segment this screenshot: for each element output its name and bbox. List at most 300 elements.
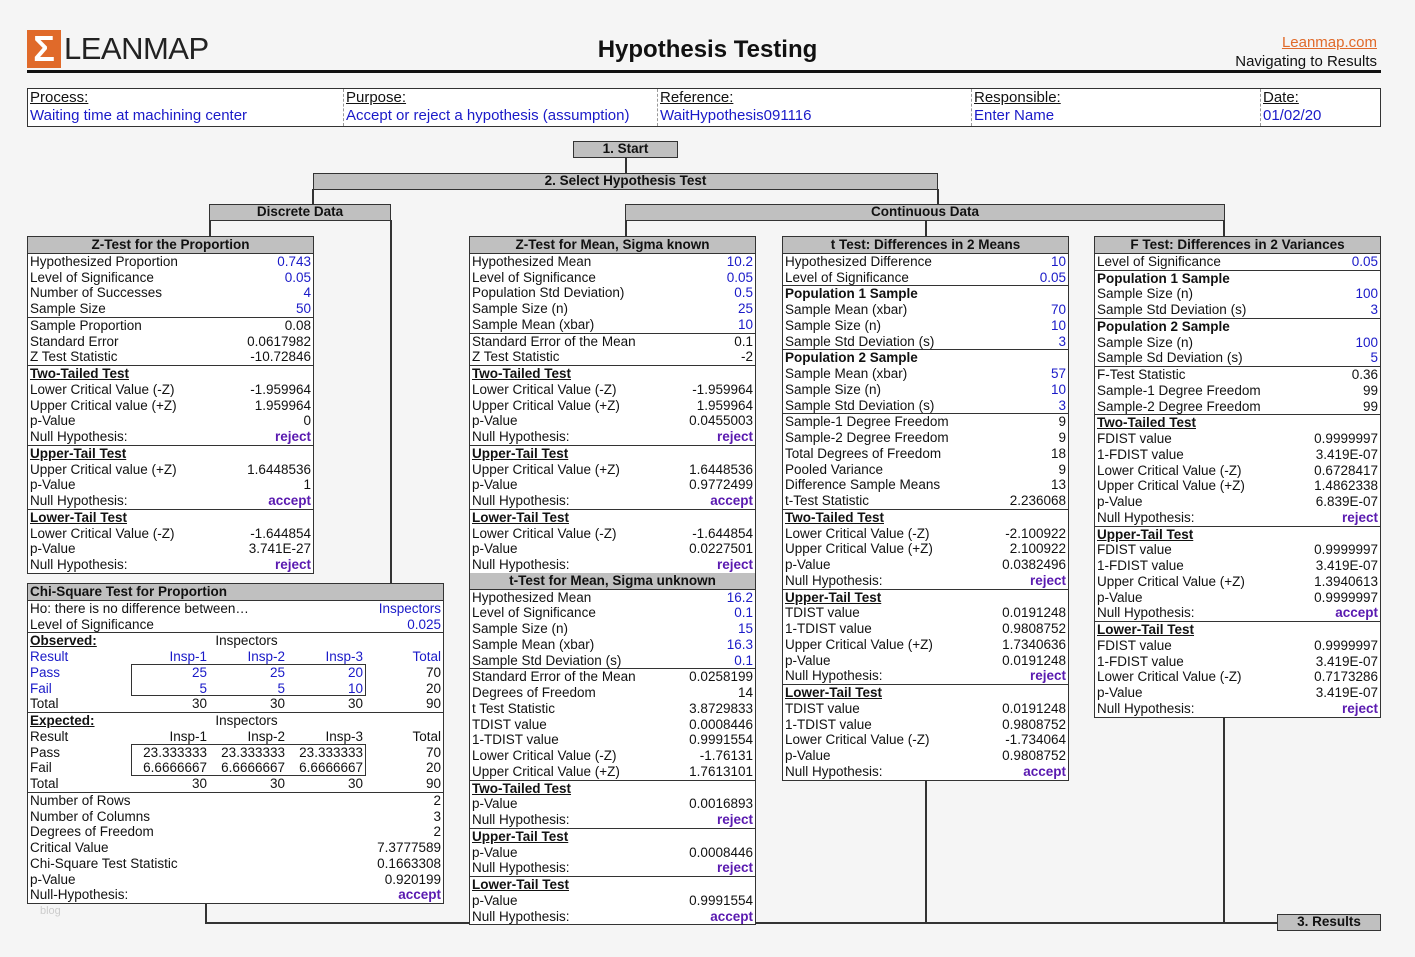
table-row <box>1095 447 1380 463</box>
table-row <box>470 732 755 748</box>
table-row <box>783 717 1068 733</box>
section-title: Lower-Tail Test <box>472 509 570 525</box>
column-header: Result <box>30 649 69 664</box>
row-value[interactable]: 0.743 <box>277 253 311 269</box>
row-label: Null Hypothesis: <box>1097 605 1195 621</box>
table-section <box>470 668 755 779</box>
row-label: Null Hypothesis: <box>1097 509 1195 525</box>
cell[interactable]: 25 <box>191 664 207 680</box>
null-hypothesis-result: reject <box>716 860 753 876</box>
row-label: Hypothesized Difference <box>785 253 932 269</box>
row-value: 0.920199 <box>384 871 441 887</box>
row-value: 0.0455003 <box>689 413 753 429</box>
table-row <box>470 860 755 876</box>
table-row <box>783 477 1068 493</box>
table-row <box>470 796 755 812</box>
row-value[interactable]: 10 <box>737 316 753 332</box>
row-value[interactable]: 16.3 <box>726 636 753 652</box>
table-row <box>1095 383 1380 399</box>
row-label: Sample Mean (xbar) <box>785 366 908 381</box>
input-box-outline <box>131 664 366 696</box>
row-label: Sample Std Deviation (s) <box>785 333 935 349</box>
table-row <box>28 856 443 872</box>
table-row <box>28 776 443 792</box>
table-row <box>1095 574 1380 590</box>
null-hypothesis-result: reject <box>1341 700 1378 716</box>
row-label: Degrees of Freedom <box>30 824 154 840</box>
table-section <box>28 365 313 445</box>
cell: 30 <box>191 776 207 791</box>
cell: Pass <box>30 744 61 760</box>
info-process[interactable] <box>28 89 344 126</box>
table-row <box>783 270 1068 286</box>
group-label: Inspectors <box>215 633 278 649</box>
row-value: 0.1 <box>734 333 753 349</box>
row-label: Upper Critical value (+Z) <box>30 461 177 477</box>
row-value[interactable]: 3 <box>1058 333 1066 349</box>
null-hypothesis-result: accept <box>710 908 753 924</box>
column-header: Insp-3 <box>325 728 363 744</box>
table-title: Z-Test for Mean, Sigma known <box>470 237 755 254</box>
logo-text: LEANMAP <box>64 31 209 66</box>
row-value[interactable]: 57 <box>1050 366 1066 381</box>
table-section <box>783 684 1068 780</box>
row-value: 0.0382496 <box>1002 557 1066 572</box>
row-value: 0.9808752 <box>1002 621 1066 636</box>
row-value[interactable]: 70 <box>1050 302 1066 317</box>
row-value[interactable]: 10 <box>1050 253 1066 269</box>
row-value: -10.72846 <box>250 349 311 365</box>
row-value[interactable]: 10 <box>1050 317 1066 333</box>
row-label: Sample Size (n) <box>785 381 882 397</box>
row-label: Upper Critical Value (+Z) <box>1097 478 1245 494</box>
row-value[interactable]: 3 <box>1058 397 1066 413</box>
row-label: Lower Critical Value (-Z) <box>30 525 175 541</box>
table-row <box>28 887 443 903</box>
cell[interactable]: 25 <box>269 664 285 680</box>
null-hypothesis-result: reject <box>274 557 311 572</box>
row-label: Sample Size (n) <box>1097 334 1194 350</box>
row-label: Total Degrees of Freedom <box>785 445 942 461</box>
row-label: p-Value <box>30 413 76 429</box>
table-row <box>783 382 1068 398</box>
row-label: Null Hypothesis: <box>785 572 883 588</box>
info-value[interactable]: Enter Name <box>974 107 1055 124</box>
table-section <box>470 876 755 924</box>
row-label: Sample Mean (xbar) <box>472 316 595 332</box>
null-hypothesis-result: accept <box>1023 763 1066 779</box>
section-title: Two-Tailed Test <box>472 780 572 796</box>
row-value: -2.100922 <box>1005 525 1066 541</box>
info-date[interactable] <box>1261 89 1380 126</box>
info-label: Responsible: <box>974 89 1061 106</box>
row-value[interactable]: 16.2 <box>726 589 753 605</box>
continuous-data-box[interactable]: Continuous Data <box>625 204 1225 221</box>
row-label: FDIST value <box>1097 542 1172 558</box>
section-header <box>783 685 1068 701</box>
cell: 23.333333 <box>221 744 285 760</box>
row-label: 1-TDIST value <box>472 732 559 748</box>
row-label: p-Value <box>785 748 831 763</box>
info-value[interactable]: Accept or reject a hypothesis (assumption) <box>346 107 630 124</box>
table-row <box>28 840 443 856</box>
row-value: 3.8729833 <box>689 700 753 716</box>
row-label: Level of Significance <box>785 269 909 285</box>
row-label: Upper Critical Value (+Z) <box>785 636 933 652</box>
row-label: Level of Significance <box>30 616 154 632</box>
table-row <box>1095 399 1380 415</box>
row-label: Number of Successes <box>30 285 163 301</box>
row-value[interactable]: 100 <box>1355 334 1378 350</box>
row-value[interactable]: 0.1 <box>734 605 753 621</box>
cell[interactable]: 10 <box>347 680 363 696</box>
table-row <box>783 446 1068 462</box>
expected-section <box>28 712 443 792</box>
table-row <box>470 285 755 301</box>
row-value[interactable]: 10 <box>1050 381 1066 397</box>
table-section <box>783 254 1068 286</box>
table-row <box>470 270 755 286</box>
table-row <box>470 701 755 717</box>
table-row <box>1095 335 1380 351</box>
row-value: 1.7340636 <box>1002 636 1066 652</box>
table-row <box>783 398 1068 414</box>
section-title: Population 1 Sample <box>1097 270 1230 286</box>
row-label: Number of Columns <box>30 808 151 824</box>
row-label: p-Value <box>30 477 76 493</box>
row-value: 0.0191248 <box>1002 700 1066 716</box>
row-value: 1.6448536 <box>247 461 311 477</box>
row-value[interactable]: 50 <box>295 301 311 316</box>
connector-line <box>925 772 927 923</box>
row-value: 1.6448536 <box>689 461 753 477</box>
row-value: 0.9772499 <box>689 477 753 493</box>
row-value: 2 <box>433 824 441 840</box>
row-label: Null Hypothesis: <box>1097 700 1195 716</box>
row-value: -2 <box>740 349 753 365</box>
row-value: 3.741E-27 <box>248 541 311 557</box>
cell: 70 <box>425 664 441 680</box>
row-label: p-Value <box>472 413 518 429</box>
table-section <box>470 445 755 509</box>
row-value: 0.9999997 <box>1314 589 1378 605</box>
table-row <box>28 349 313 365</box>
row-label: Number of Rows <box>30 792 131 808</box>
cell[interactable]: 20 <box>347 664 363 680</box>
table-section <box>1095 621 1380 717</box>
table-row <box>1095 510 1380 526</box>
row-value: 2 <box>433 792 441 808</box>
table-row <box>1095 254 1380 270</box>
row-label: TDIST value <box>785 605 860 621</box>
table-title: t-Test for Mean, Sigma unknown <box>470 573 755 590</box>
cell: Total <box>30 776 59 791</box>
table-section <box>470 254 755 333</box>
info-reference[interactable] <box>658 89 972 126</box>
table-row <box>470 382 755 398</box>
table-row <box>783 668 1068 684</box>
row-label: p-Value <box>472 892 518 908</box>
row-label: p-Value <box>785 652 831 668</box>
row-label: Hypothesized Mean <box>472 589 592 605</box>
row-label: Null Hypothesis: <box>30 557 128 572</box>
table-row <box>28 398 313 414</box>
row-label: 1-FDIST value <box>1097 446 1184 462</box>
row-value: 0.0008446 <box>689 844 753 860</box>
table-section <box>470 333 755 366</box>
null-hypothesis-result: reject <box>716 812 753 827</box>
row-value: 0.1663308 <box>377 855 441 871</box>
row-value[interactable]: 10.2 <box>726 253 753 269</box>
table-row <box>1095 654 1380 670</box>
cell: 30 <box>269 776 285 791</box>
row-value: -1.644854 <box>692 525 753 541</box>
row-value: 99 <box>1362 398 1378 414</box>
row-label: Sample Size (n) <box>472 621 569 636</box>
table-row <box>470 653 755 669</box>
table-row <box>783 318 1068 334</box>
connector-line <box>937 189 939 204</box>
cell: 6.6666667 <box>221 760 285 776</box>
row-value[interactable]: Inspectors <box>378 600 441 616</box>
section-header <box>470 446 755 462</box>
row-label: Pooled Variance <box>785 461 884 477</box>
row-label: Sample Size (n) <box>785 317 882 333</box>
row-value: 0.9808752 <box>1002 748 1066 763</box>
row-label: Sample Mean (xbar) <box>785 302 908 317</box>
row-value[interactable]: 0.05 <box>1039 269 1066 285</box>
row-value[interactable]: 0.05 <box>726 269 753 285</box>
table-row <box>470 398 755 414</box>
row-value[interactable]: 0.05 <box>284 269 311 285</box>
group-label: Inspectors <box>215 713 278 728</box>
row-label: Upper Critical value (+Z) <box>30 397 177 413</box>
table-section <box>28 254 313 317</box>
row-value: 3.419E-07 <box>1315 446 1378 462</box>
row-value: -1.644854 <box>250 525 311 541</box>
row-label: Lower Critical Value (-Z) <box>785 525 930 541</box>
row-label: Chi-Square Test Statistic <box>30 855 178 871</box>
row-label: Level of Significance <box>30 269 154 285</box>
section-title: Population 1 Sample <box>785 286 918 302</box>
row-label: Sample Proportion <box>30 317 142 333</box>
table-row <box>783 748 1068 764</box>
table-row <box>1095 605 1380 621</box>
row-label: Level of Significance <box>472 269 596 285</box>
row-label: Z Test Statistic <box>30 349 118 365</box>
row-label: 1-FDIST value <box>1097 653 1184 669</box>
row-label: 1-FDIST value <box>1097 558 1184 573</box>
table-row <box>470 685 755 701</box>
table-row <box>1095 669 1380 685</box>
row-value: 1 <box>303 477 311 493</box>
cell[interactable]: 5 <box>199 680 207 696</box>
table-row <box>783 302 1068 318</box>
table-section <box>783 413 1068 509</box>
cell[interactable]: 5 <box>277 680 285 696</box>
row-value: 1.959964 <box>696 397 753 413</box>
null-hypothesis-result: accept <box>1335 605 1378 621</box>
row-label: Lower Critical Value (-Z) <box>472 381 617 397</box>
table-row <box>1095 638 1380 654</box>
row-value: -1.734064 <box>1005 732 1066 748</box>
column-header: Insp-1 <box>169 728 207 744</box>
row-value: 3.419E-07 <box>1315 685 1378 700</box>
table-row <box>470 590 755 606</box>
row-value: -1.76131 <box>699 748 753 763</box>
null-hypothesis-result: reject <box>1029 572 1066 588</box>
table-section <box>470 828 755 876</box>
row-label: p-Value <box>472 477 518 493</box>
info-purpose[interactable] <box>344 89 658 126</box>
row-value[interactable]: 5 <box>1370 350 1378 366</box>
section-header <box>470 366 755 382</box>
table-section <box>1095 366 1380 414</box>
row-label: Sample-2 Degree Freedom <box>785 430 949 445</box>
connector-line <box>1223 220 1225 236</box>
row-value[interactable]: 3 <box>1370 302 1378 317</box>
row-value[interactable]: 100 <box>1355 286 1378 302</box>
row-value[interactable]: 25 <box>737 301 753 316</box>
row-label: Null Hypothesis: <box>472 493 570 508</box>
mean-tests-column <box>469 236 756 925</box>
table-row <box>1095 367 1380 383</box>
table-section <box>28 445 313 509</box>
result-box-outline <box>131 744 366 776</box>
table-row <box>783 653 1068 669</box>
table-row <box>1095 701 1380 717</box>
row-label: TDIST value <box>785 700 860 716</box>
table-row <box>470 605 755 621</box>
row-label: Degrees of Freedom <box>472 685 596 700</box>
table-section <box>783 285 1068 349</box>
row-label: Lower Critical Value (-Z) <box>472 525 617 541</box>
row-value: 2.236068 <box>1009 493 1066 508</box>
row-label: FDIST value <box>1097 431 1172 446</box>
table-row <box>470 477 755 493</box>
row-value: 0.9999997 <box>1314 637 1378 653</box>
table-section <box>28 317 313 365</box>
row-label: Null Hypothesis: <box>472 557 570 572</box>
table-row <box>28 526 313 542</box>
table-row <box>1095 590 1380 606</box>
table-section <box>1095 526 1380 622</box>
row-label: t-Test Statistic <box>785 493 870 508</box>
cell: 20 <box>425 760 441 776</box>
cell: Fail <box>30 760 52 776</box>
info-value[interactable]: WaitHypothesis091116 <box>660 107 812 124</box>
cell: 30 <box>269 696 285 712</box>
table-row <box>28 793 443 809</box>
row-value: 0.9991554 <box>689 732 753 748</box>
row-value: 3.419E-07 <box>1315 653 1378 669</box>
table-section <box>470 780 755 828</box>
table-row <box>783 701 1068 717</box>
row-label: Ho: there is no difference between… <box>30 600 249 616</box>
table-row <box>470 621 755 637</box>
table-row <box>1095 463 1380 479</box>
section-header <box>28 510 313 526</box>
start-box[interactable]: 1. Start <box>573 141 678 158</box>
row-value: 0.36 <box>1351 367 1378 382</box>
row-label: Null Hypothesis: <box>30 493 128 508</box>
row-value[interactable]: 4 <box>303 285 311 301</box>
table-row <box>28 382 313 398</box>
info-value[interactable]: 01/02/20 <box>1263 107 1322 124</box>
f-test-two-variances-table <box>1094 236 1381 718</box>
row-value: 0.0016893 <box>689 796 753 812</box>
table-row <box>470 493 755 509</box>
row-label: Sample-1 Degree Freedom <box>785 414 949 430</box>
table-section <box>470 590 755 669</box>
table-row <box>470 909 755 925</box>
table-row <box>28 301 313 317</box>
table-row <box>470 845 755 861</box>
column-header: Insp-1 <box>169 649 207 664</box>
table-row <box>28 809 443 825</box>
row-value: 7.3777589 <box>377 840 441 855</box>
section-title: Two-Tailed Test <box>1097 415 1197 431</box>
cell: 23.333333 <box>299 744 363 760</box>
info-label: Process: <box>30 89 89 106</box>
row-value: 0.6728417 <box>1314 462 1378 478</box>
row-value[interactable]: 0.5 <box>734 285 753 301</box>
cell: 90 <box>425 776 441 791</box>
row-label: Level of Significance <box>472 605 596 621</box>
results-box[interactable]: 3. Results <box>1277 914 1381 931</box>
site-link[interactable]: Leanmap.com <box>1281 34 1377 51</box>
row-label: Lower Critical Value (-Z) <box>1097 669 1242 685</box>
row-label: p-Value <box>472 541 518 557</box>
null-hypothesis-result: reject <box>274 429 311 444</box>
discrete-data-box[interactable]: Discrete Data <box>209 204 391 221</box>
table-row <box>28 872 443 888</box>
column-header: Insp-2 <box>247 728 285 744</box>
row-value: 9 <box>1058 430 1066 445</box>
row-label: p-Value <box>1097 685 1143 700</box>
section-header <box>1095 622 1380 638</box>
table-row <box>470 413 755 429</box>
table-row <box>470 893 755 909</box>
row-label: Population Std Deviation) <box>472 285 625 301</box>
info-label: Reference: <box>660 89 734 106</box>
row-value[interactable]: 0.1 <box>734 652 753 668</box>
row-value: 0.9991554 <box>689 892 753 908</box>
column-header: Insp-2 <box>247 649 285 664</box>
table-row <box>783 334 1068 350</box>
row-label: Sample Std Deviation (s) <box>785 397 935 413</box>
table-row <box>470 301 755 317</box>
row-value[interactable]: 15 <box>737 621 753 636</box>
info-responsible[interactable] <box>972 89 1261 126</box>
row-label: 1-TDIST value <box>785 621 872 636</box>
null-hypothesis-result: reject <box>1341 509 1378 525</box>
row-label: Upper Critical Value (+Z) <box>1097 573 1245 589</box>
select-test-box[interactable]: 2. Select Hypothesis Test <box>313 173 938 190</box>
table-title: Chi-Square Test for Proportion <box>28 584 443 601</box>
section-header <box>1095 415 1380 431</box>
row-value[interactable]: 0.025 <box>407 616 441 632</box>
section-header <box>28 446 313 462</box>
section-title: Upper-Tail Test <box>785 589 882 605</box>
table-row <box>783 621 1068 637</box>
info-value[interactable]: Waiting time at machining center <box>30 107 248 124</box>
table-row <box>783 493 1068 509</box>
cell: 30 <box>347 776 363 791</box>
connector-line <box>390 220 392 583</box>
row-label: Sample Std Deviation (s) <box>1097 302 1247 317</box>
row-value[interactable]: 0.05 <box>1351 253 1378 269</box>
